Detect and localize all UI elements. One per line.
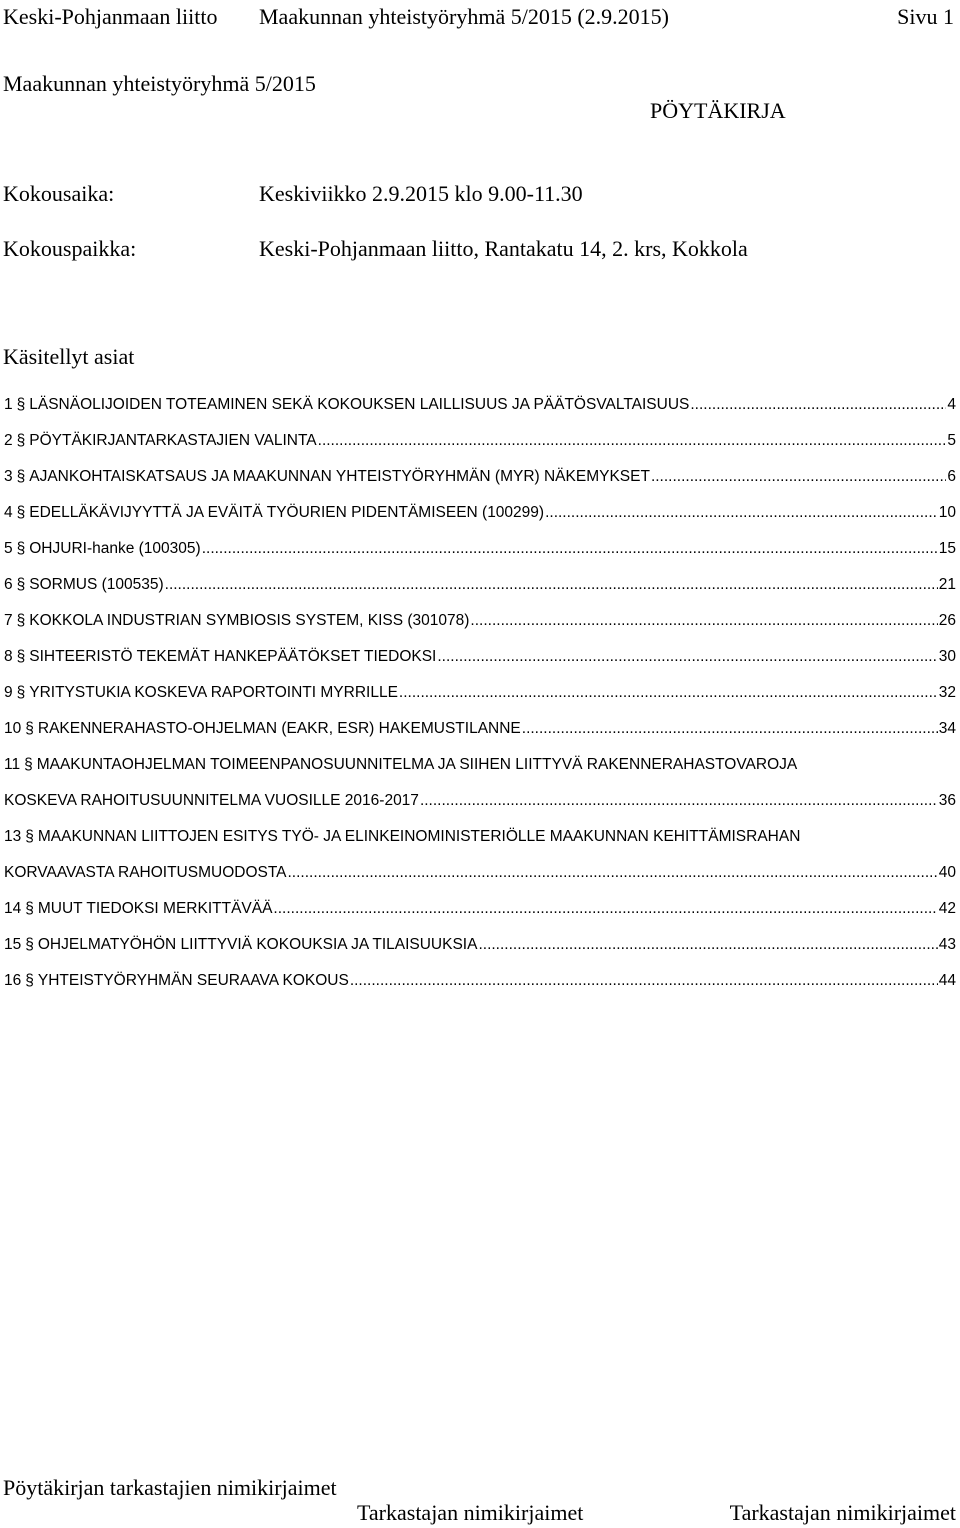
toc-entry[interactable] [4,755,956,811]
toc-entry[interactable] [4,539,956,559]
toc-entry[interactable] [4,971,956,991]
toc-entry-title [4,503,544,523]
toc-leader [437,647,937,667]
toc-entry-number: 8 [4,648,13,665]
meeting-place-value: Keski-Pohjanmaan liitto, Rantakatu 14, 2. krs, Kokkola [259,236,748,261]
toc-entry-text: AJANKOHTAISKATSAUS JA MAAKUNNAN YHTEISTYÖRYHMÄN (MYR) NÄKEMYKSET [29,468,650,485]
toc-entry[interactable] [4,395,956,415]
document-type: PÖYTÄKIRJA [650,98,786,123]
toc-entry-text: LÄSNÄOLIJOIDEN TOTEAMINEN SEKÄ KOKOUKSEN LAILLISUUS JA PÄÄTÖSVALTAISUUS [29,396,690,413]
toc-leader [288,863,938,883]
toc-entry-number: 2 [4,432,13,449]
toc-leader [202,539,938,559]
toc-entry-title [4,971,349,991]
toc-entry-number: 16 [4,972,22,989]
toc-entry-page: 26 [938,612,956,629]
toc-entry-title [4,899,272,919]
toc-entry-title [4,431,317,451]
toc-entry-page: 15 [938,540,956,557]
meeting-time-label: Kokousaika: [3,181,115,206]
document-group-title: Maakunnan yhteistyöryhmä 5/2015 [3,71,316,96]
meeting-place-label: Kokouspaikka: [3,236,137,261]
toc-entry-text: EDELLÄKÄVIJYYTTÄ JA EVÄITÄ TYÖURIEN PIDENTÄMISEEN (100299) [29,504,545,521]
section-sign: § [25,828,34,845]
toc-entry[interactable] [4,935,956,955]
toc-leader [399,683,938,703]
section-sign: § [16,504,26,521]
toc-entry-text: PÖYTÄKIRJANTARKASTAJIEN VALINTA [29,432,317,449]
toc-leader [651,467,946,487]
toc-leader [545,503,938,523]
toc-entry[interactable] [4,899,956,919]
toc-entry-title [4,395,689,415]
toc-leader [350,971,938,991]
toc-entry-page: 4 [947,396,956,413]
toc-entry-page: 43 [938,936,956,953]
toc-entry-number: 11 [4,756,21,773]
toc-entry-title [4,683,398,703]
section-sign: § [25,900,34,917]
toc-entry-text: MAAKUNTAOHJELMAN TOIMEENPANOSUUNNITELMA JA SIIHEN LIITTYVÄ RAKENNERAHASTOVAROJA [36,756,798,773]
toc-entry-number: 13 [4,828,22,845]
toc-entry-number: 3 [4,468,13,485]
toc-entry[interactable] [4,575,956,595]
toc-entry[interactable] [4,719,956,739]
toc-entry-text: SIHTEERISTÖ TEKEMÄT HANKEPÄÄTÖKSET TIEDOKSI [29,648,437,665]
toc-entry-text: MAAKUNNAN LIITTOJEN ESITYS TYÖ- JA ELINKEINOMINISTERIÖLLE MAAKUNNAN KEHITTÄMISRAHAN [37,828,801,845]
toc-entry-number: 7 [4,612,13,629]
toc-entry-text: OHJURI-hanke (100305) [29,540,201,557]
section-sign: § [16,432,26,449]
toc-leader [478,935,937,955]
toc-entry-number: 6 [4,576,13,593]
toc-entry-title [4,827,800,847]
header-meeting-ref: Maakunnan yhteistyöryhmä 5/2015 (2.9.2015) [259,4,669,29]
toc-entry-text: YHTEISTYÖRYHMÄN SEURAAVA KOKOUS [37,972,349,989]
toc-entry-page: 32 [938,684,956,701]
toc-entry-page: 40 [938,864,956,881]
footer-signatures-label: Pöytäkirjan tarkastajien nimikirjaimet [3,1475,337,1500]
toc-entry-page: 5 [947,432,956,449]
section-sign: § [25,720,34,737]
toc-entry-title [4,719,521,739]
toc-entry-number: 1 [4,396,13,413]
toc-entry[interactable] [4,827,956,883]
toc-entry-text-continued: KOSKEVA RAHOITUSUUNNITELMA VUOSILLE 2016-2017 [4,792,419,809]
toc-leader [470,611,937,631]
section-sign: § [24,756,33,773]
toc-entry-number: 5 [4,540,13,557]
toc-leader [522,719,938,739]
section-sign: § [16,540,26,557]
header-organization: Keski-Pohjanmaan liitto [3,4,218,29]
toc-entry-title [4,935,477,955]
toc-entry[interactable] [4,503,956,523]
toc-entry-page: 30 [938,648,956,665]
toc-entry-text: YRITYSTUKIA KOSKEVA RAPORTOINTI MYRRILLE [29,684,398,701]
toc-entry-page: 34 [938,720,956,737]
section-sign: § [25,972,34,989]
toc-entry-text: KOKKOLA INDUSTRIAN SYMBIOSIS SYSTEM, KISS (301078) [29,612,470,629]
toc-entry[interactable] [4,647,956,667]
toc-entry-text: RAKENNERAHASTO-OHJELMAN (EAKR, ESR) HAKEMUSTILANNE [37,720,521,737]
toc-leader [318,431,947,451]
toc-entry-page: 21 [938,576,956,593]
toc-leader [420,791,938,811]
toc-entry-text: SORMUS (100535) [29,576,164,593]
toc-entry-text: MUUT TIEDOKSI MERKITTÄVÄÄ [37,900,273,917]
toc-entry-title [4,611,469,631]
toc-leader [165,575,938,595]
section-sign: § [16,684,26,701]
toc-entry-text: OHJELMATYÖHÖN LIITTYVIÄ KOKOUKSIA JA TILAISUUKSIA [37,936,478,953]
toc-entry-page: 6 [947,468,956,485]
toc-entry-page: 10 [938,504,956,521]
toc-entry-title [4,539,201,559]
section-sign: § [16,396,26,413]
toc-entry-number: 10 [4,720,22,737]
toc-entry-title [4,467,650,487]
toc-leader [690,395,946,415]
footer-signer-2: Tarkastajan nimikirjaimet [729,1500,956,1525]
section-sign: § [25,936,34,953]
header-page-number: Sivu 1 [897,4,954,29]
toc-entry[interactable] [4,683,956,703]
toc-entry-number: 15 [4,936,22,953]
toc-entry-page: 42 [938,900,956,917]
toc-entry[interactable] [4,467,956,487]
toc-entry[interactable] [4,431,956,451]
toc-entry-title [4,647,436,667]
toc-entry-title [4,575,164,595]
toc-leader [273,899,937,919]
toc-entry-page: 36 [938,792,956,809]
meeting-time-value: Keskiviikko 2.9.2015 klo 9.00-11.30 [259,181,583,206]
toc-entry-page: 44 [938,972,956,989]
toc-entry-number: 14 [4,900,22,917]
toc-entry-number: 4 [4,504,13,521]
section-sign: § [16,468,26,485]
toc-entry[interactable] [4,611,956,631]
toc-entry-number: 9 [4,684,13,701]
toc-entry-text-continued: KORVAAVASTA RAHOITUSMUODOSTA [4,864,287,881]
footer-signer-1: Tarkastajan nimikirjaimet [357,1500,584,1525]
section-sign: § [16,576,26,593]
toc-entry-title [4,755,797,775]
section-sign: § [16,648,26,665]
toc-heading: Käsitellyt asiat [3,344,135,369]
section-sign: § [16,612,26,629]
